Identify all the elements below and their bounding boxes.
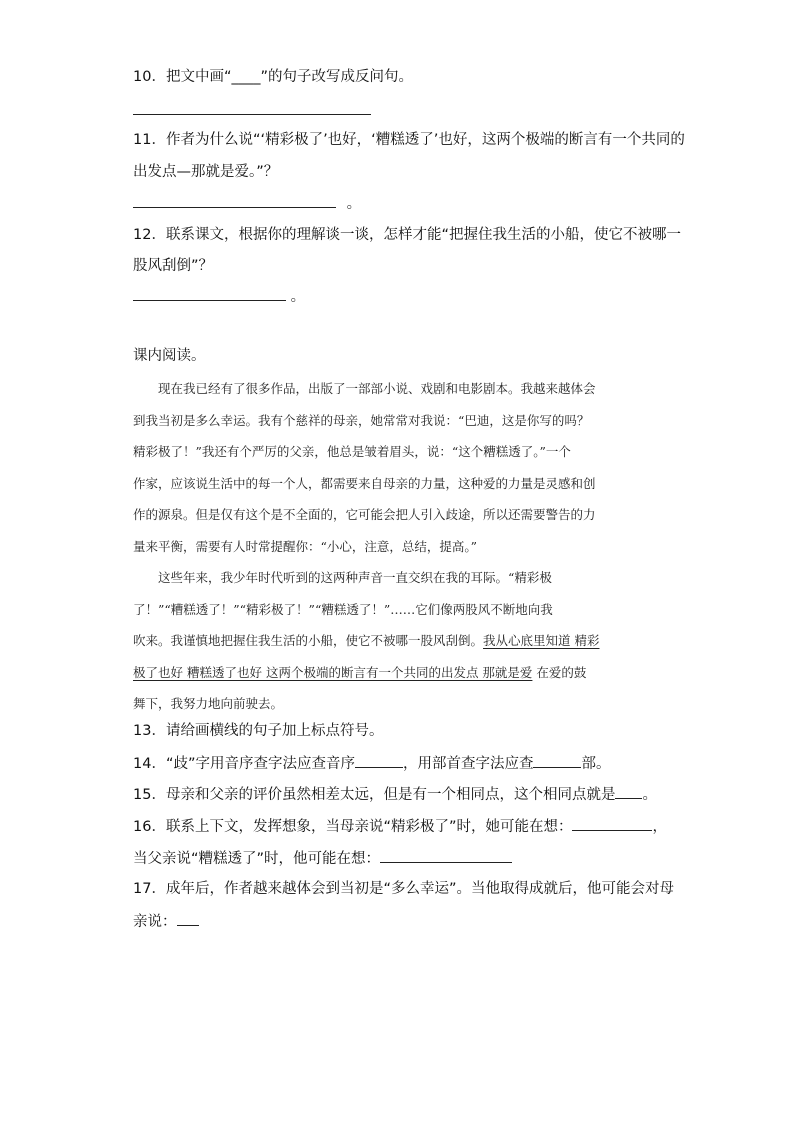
- question-11-line1: 11．作者为什么说“‘精彩极了’也好，‘糟糕透了’也好，这两个极端的断言有一个共同的: [133, 132, 685, 148]
- question-11-line2: 出发点—那就是爱。”？: [133, 164, 279, 180]
- passage-line: 作家，应该说生活中的每一个人，都需要来自母亲的力量，这种爱的力量是灵感和创: [133, 475, 596, 491]
- section-title: 课内阅读。: [133, 348, 206, 364]
- question-15-text: 。: [642, 787, 657, 803]
- passage-line: 了！”“糟糕透了！”“精彩极了！”“糟糕透了！”……它们像两股风不断地向我: [133, 601, 553, 617]
- question-16-text: 当父亲说“糟糕透了”时，他可能在想：: [133, 851, 381, 867]
- question-17-line2: [133, 911, 199, 932]
- answer-row-11: [133, 193, 361, 214]
- passage-line: 现在我已经有了很多作品，出版了一部部小说、戏剧和电影剧本。我越来越体会: [133, 381, 596, 396]
- passage-line: 舞下，我努力地向前驶去。: [133, 696, 284, 711]
- question-17-line1: 17．成年后，作者越来越体会到当初是“多么幸运”。当他取得成就后，他可能会对母: [133, 881, 674, 897]
- question-10: 10．把文中画“____”的句子改写成反问句。: [133, 69, 413, 85]
- passage-line: 精彩极了！”我还有个严厉的父亲，他总是皱着眉头，说：“这个糟糕透了。”一个: [133, 444, 571, 459]
- question-12-line1: 12．联系课文，根据你的理解谈一谈，怎样才能“把握住我生活的小船，使它不被哪一: [133, 227, 681, 243]
- reading-passage: [133, 373, 659, 720]
- answer-row-12: [133, 286, 305, 307]
- answer-blank-12[interactable]: [133, 286, 286, 301]
- question-15-text: 15．母亲和父亲的评价虽然相差太远，但是有一个相同点，这个相同点就是: [133, 787, 616, 803]
- passage-text: 在爱的鼓: [532, 664, 587, 680]
- answer-blank-17[interactable]: [177, 911, 199, 926]
- question-17-text: 亲说：: [133, 914, 177, 930]
- passage-line: [133, 625, 659, 657]
- passage-line: 这些年来，我少年时代听到的这两种声音一直交织在我的耳际。“精彩极: [133, 570, 552, 585]
- answer-blank-15[interactable]: [615, 784, 642, 799]
- underlined-sentence: 我从心底里知道 精彩: [483, 633, 600, 648]
- passage-line: 作的源泉。但是仅有这个是不全面的，它可能会把人引入歧途，所以还需要警告的力: [133, 507, 596, 522]
- answer-blank-16b[interactable]: [380, 848, 512, 863]
- question-16-text: 16．联系上下文，发挥想象，当母亲说“精彩极了”时，她可能在想：: [133, 819, 573, 835]
- question-13: 13．请给画横线的句子加上标点符号。: [133, 723, 384, 739]
- answer-tail-11: 。: [346, 196, 362, 212]
- question-14-text: ，用部首查字法应查: [402, 756, 534, 772]
- question-16-text: ，: [652, 819, 667, 835]
- question-12-line2: 股风刮倒”？: [133, 258, 214, 274]
- passage-line: [133, 657, 659, 689]
- passage-text: 吹来。我谨慎地把握住我生活的小船，使它不被哪一股风刮倒。: [133, 633, 484, 648]
- question-14-text: 14．“歧”字用音序查字法应查音序: [133, 756, 355, 772]
- answer-blank-11[interactable]: [133, 193, 336, 208]
- question-16-line1: [133, 816, 667, 837]
- question-14-text: 部。: [581, 756, 611, 772]
- answer-blank-14b[interactable]: [533, 753, 581, 768]
- answer-line-10[interactable]: [133, 114, 371, 115]
- question-16-line2: [133, 848, 512, 869]
- passage-line: 到我当初是多么幸运。我有个慈祥的母亲，她常常对我说：“巴迪，这是你写的吗？: [133, 412, 590, 428]
- answer-blank-16a[interactable]: [572, 816, 652, 831]
- answer-tail-12: 。: [290, 289, 306, 305]
- question-15: [133, 784, 657, 805]
- answer-blank-14a[interactable]: [355, 753, 403, 768]
- underlined-sentence: 极了也好 糟糕透了也好 这两个极端的断言有一个共同的出发点 那就是爱: [133, 664, 533, 680]
- question-14: [133, 753, 610, 774]
- passage-line: 量来平衡，需要有人时常提醒你：“小心，注意，总结，提高。”: [133, 538, 478, 554]
